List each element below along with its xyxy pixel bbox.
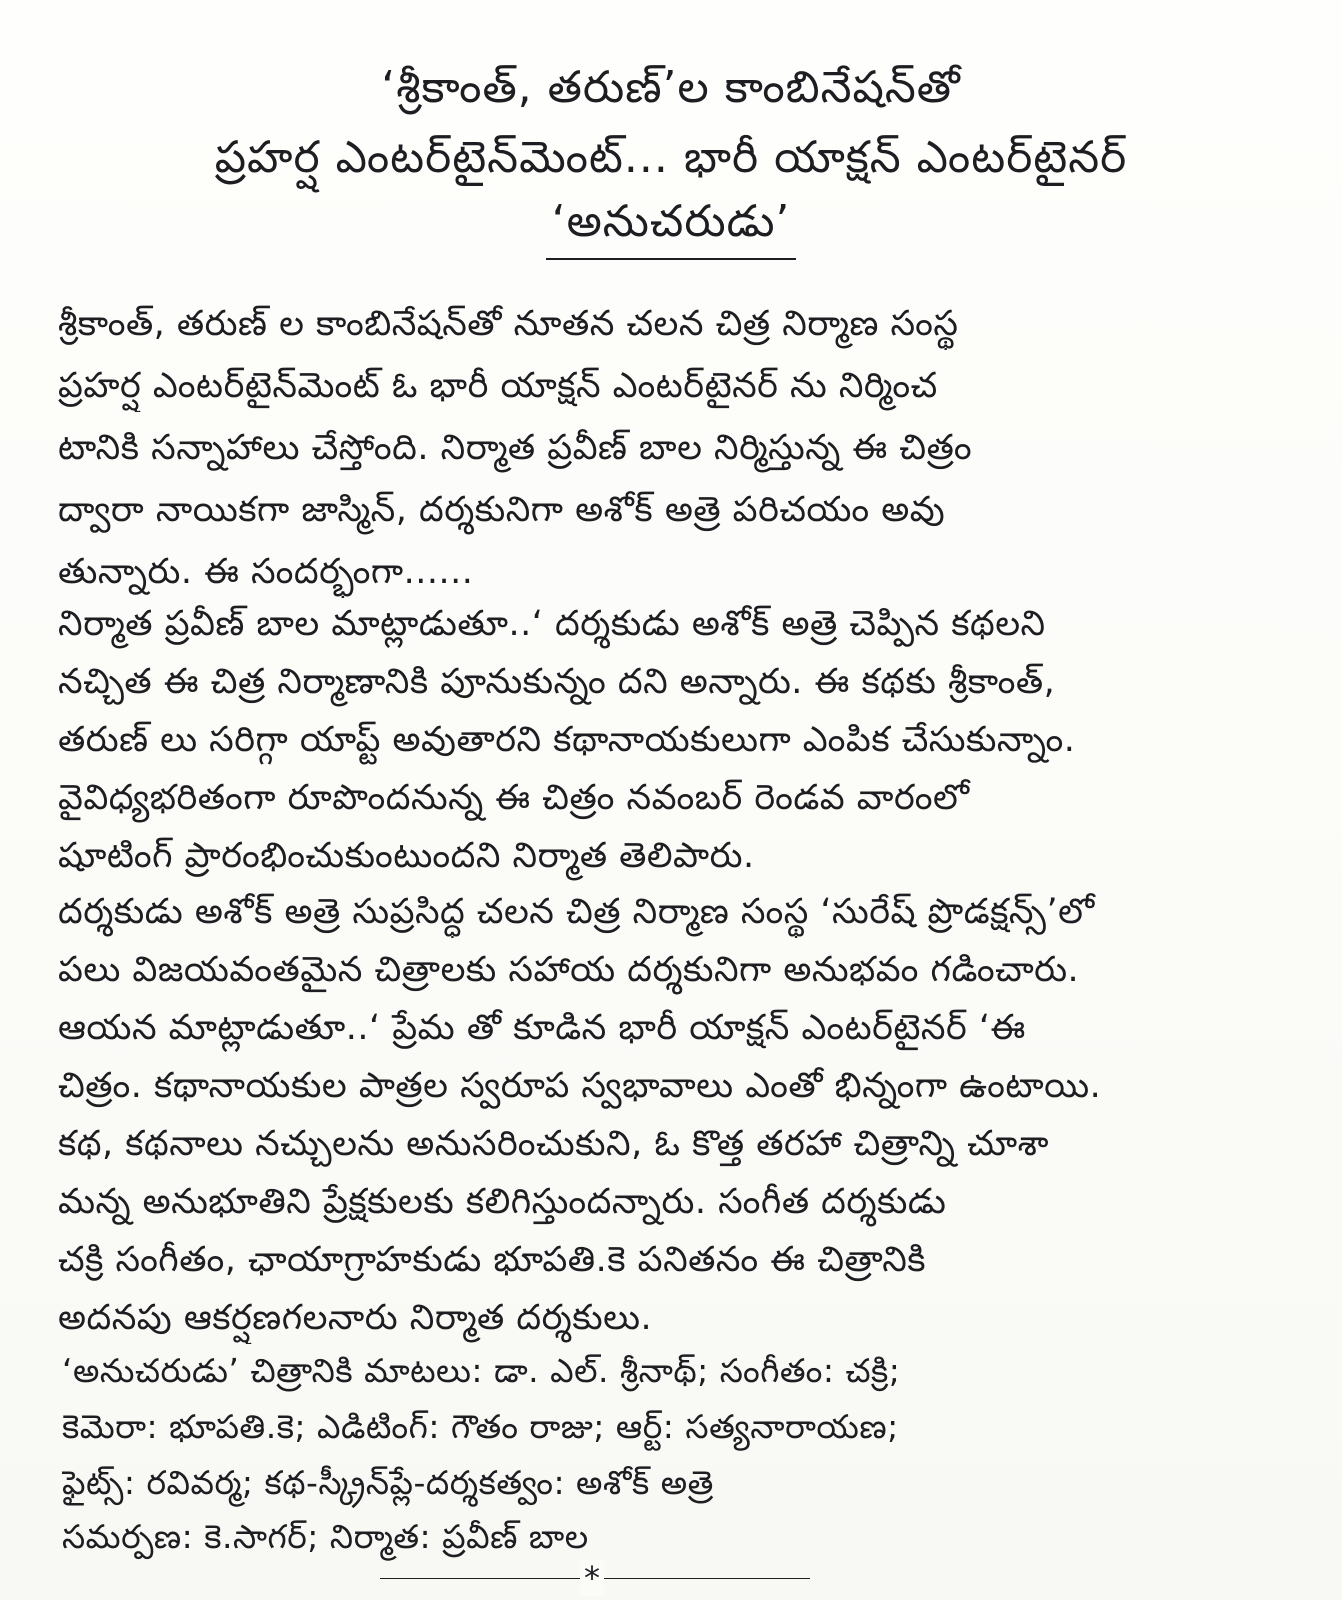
headline-line-1: ‘శ్రీకాంత్, తరుణ్’ల కాంబినేషన్‌తో	[381, 62, 961, 113]
credits-line: ఫైట్స్: రవివర్మ; కథ-స్క్రీన్‌ప్లే-దర్శకత్వం: అశోక్ అత్రె	[62, 1463, 714, 1502]
body-line: దర్శకుడు అశోక్ అత్రె సుప్రసిద్ధ చలన చిత్ర నిర్మాణ సంస్థ ‘సురేష్ ప్రొడక్షన్స్’లో	[58, 892, 1095, 932]
credits-line: ‘అనుచరుడు’ చిత్రానికి మాటలు: డా. ఎల్. శ్రీనాథ్; సంగీతం: చక్రి;	[62, 1351, 901, 1390]
body-line: అదనపు ఆకర్షణగలనారు నిర్మాత దర్శకులు.	[58, 1298, 653, 1338]
film-title-underlined: ‘అనుచరుడు’	[546, 192, 797, 260]
body-line: టానికి సన్నాహాలు చేస్తోంది. నిర్మాత ప్రవీణ్ బాల నిర్మిస్తున్న ఈ చిత్రం	[58, 428, 973, 468]
body-line: శ్రీకాంత్, తరుణ్ ల కాంబినేషన్‌తో నూతన చలన చిత్ర నిర్మాణ సంస్థ	[58, 304, 959, 344]
body-line: ప్రహర్ష ఎంటర్‌టైన్‌మెంట్ ఓ భారీ యాక్షన్ ఎంటర్‌టైనర్ ను నిర్మించ	[58, 366, 938, 406]
film-title-heading	[0, 192, 1342, 260]
closing-asterisk: *	[580, 1560, 604, 1596]
body-line: చక్రి సంగీతం, ఛాయాగ్రాహకుడు భూపతి.కె పనితనం ఈ చిత్రానికి	[58, 1240, 927, 1280]
body-line: వైవిధ్యభరితంగా రూపొందనున్న ఈ చిత్రం నవంబర్ రెండవ వారంలో	[58, 778, 970, 818]
body-line: నిర్మాత ప్రవీణ్ బాల మాట్లాడుతూ..‘ దర్శకుడు అశోక్ అత్రె చెప్పిన కథలని	[58, 604, 1046, 644]
body-line: తున్నారు. ఈ సందర్భంగా......	[58, 552, 474, 592]
body-line: నచ్చిత ఈ చిత్ర నిర్మాణానికి పూనుకున్నం దని అన్నారు. ఈ కథకు శ్రీకాంత్,	[58, 662, 1056, 702]
body-line: పలు విజయవంతమైన చిత్రాలకు సహాయ దర్శకునిగా అనుభవం గడించారు.	[58, 950, 1080, 990]
credits-line: కెమెరా: భూపతి.కె; ఎడిటింగ్: గౌతం రాజు; ఆర్ట్: సత్యనారాయణ;	[62, 1407, 899, 1446]
headline-line-2: ప్రహర్ష ఎంటర్‌టైన్‌మెంట్... భారీ యాక్షన్ ఎంటర్‌టైనర్	[214, 132, 1128, 183]
body-line: కథ, కథనాలు నచ్చులను అనుసరించుకుని, ఓ కొత్త తరహా చిత్రాన్ని చూశా	[58, 1124, 1049, 1164]
credits-line: సమర్పణ: కె.సాగర్; నిర్మాత: ప్రవీణ్ బాల	[62, 1517, 589, 1556]
body-line: ద్వారా నాయికగా జాస్మిన్, దర్శకునిగా అశోక్ అత్రె పరిచయం అవు	[58, 490, 946, 530]
body-line: తరుణ్ లు సరిగ్గా యాప్ట్ అవుతారని కథానాయకులుగా ఎంపిక చేసుకున్నాం.	[58, 720, 1076, 760]
body-line: షూటింగ్ ప్రారంభించుకుంటుందని నిర్మాత తెలిపారు.	[58, 836, 755, 876]
body-line: చిత్రం. కథానాయకుల పాత్రల స్వరూప స్వభావాలు ఎంతో భిన్నంగా ఉంటాయి.	[58, 1066, 1102, 1106]
body-line: మన్న అనుభూతిని ప్రేక్షకులకు కలిగిస్తుందన్నారు. సంగీత దర్శకుడు	[58, 1182, 947, 1222]
body-line: ఆయన మాట్లాడుతూ..‘ ప్రేమ తో కూడిన భారీ యాక్షన్ ఎంటర్‌టైనర్ ‘ఈ	[58, 1008, 1026, 1048]
